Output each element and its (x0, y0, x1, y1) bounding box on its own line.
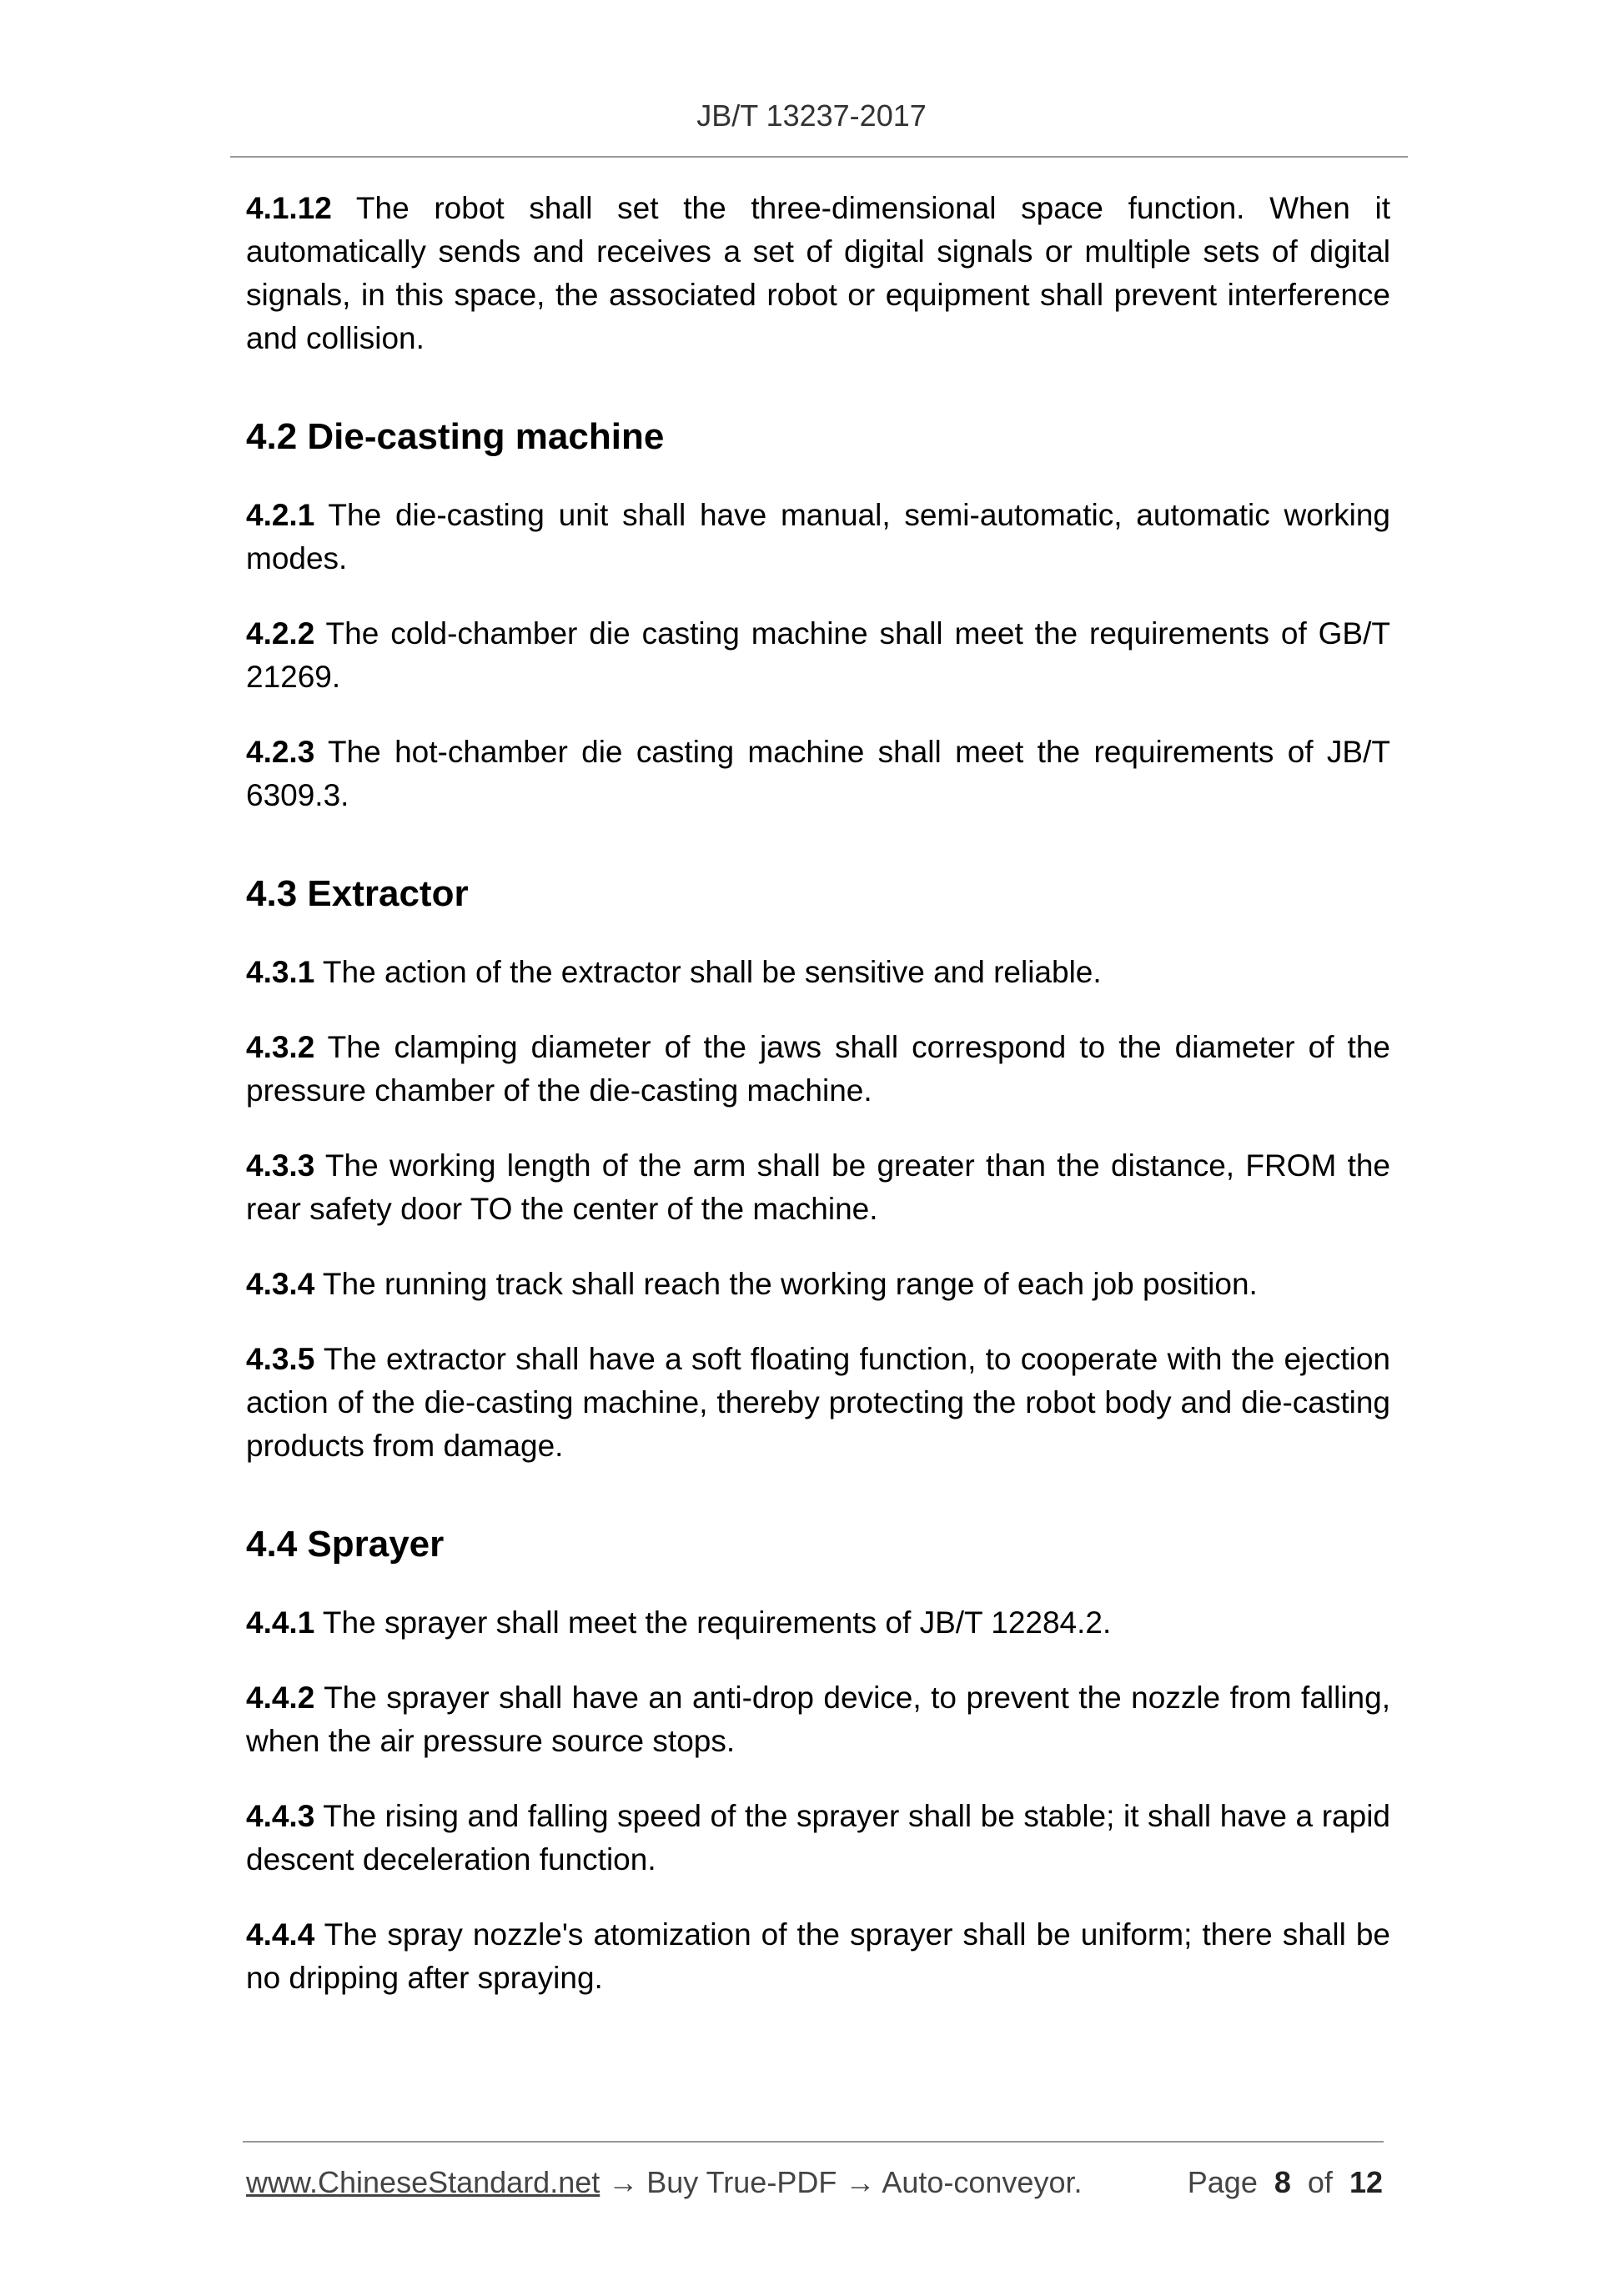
clause-number: 4.3.5 (246, 1342, 315, 1376)
clause-text: The clamping diameter of the jaws shall correspond to the diameter of the pressure chamber of the die-casting machine. (246, 1030, 1390, 1108)
section-heading: 4.3 Extractor (246, 873, 469, 914)
clause-text: The running track shall reach the working range of each job position. (314, 1267, 1258, 1301)
clause-paragraph (246, 951, 1390, 994)
page-of-label: of (1307, 2165, 1333, 2199)
clause-text: The working length of the arm shall be greater than the distance, FROM the rear safety door TO the center of the machine. (246, 1148, 1390, 1226)
section-heading: 4.2 Die-casting machine (246, 416, 665, 457)
clause-text: The sprayer shall meet the requirements of JB/T 12284.2. (314, 1605, 1112, 1640)
clause-paragraph (246, 612, 1390, 699)
page-footer (246, 2165, 1383, 2200)
clause-number: 4.4.1 (246, 1605, 315, 1640)
clause-paragraph (246, 1795, 1390, 1882)
clause-number: 4.4.4 (246, 1917, 315, 1952)
clause-number: 4.3.4 (246, 1267, 315, 1301)
page-label: Page (1187, 2165, 1258, 2199)
clause-text: The spray nozzle's atomization of the sprayer shall be uniform; there shall be no dripping after spraying. (246, 1917, 1390, 1995)
clause-text: The cold-chamber die casting machine shall meet the requirements of GB/T 21269. (246, 616, 1390, 694)
clause-paragraph (246, 1913, 1390, 2000)
clause-paragraph (246, 1144, 1390, 1231)
document-body (246, 187, 1390, 2032)
footer-divider (243, 2141, 1384, 2143)
clause-paragraph (246, 1338, 1390, 1468)
section-heading: 4.4 Sprayer (246, 1524, 445, 1565)
clause-paragraph (246, 1263, 1390, 1306)
clause-text: The extractor shall have a soft floating function, to cooperate with the ejection action of the die-casting machine, thereby protecting the robot body and die-casting products from damage. (246, 1342, 1390, 1463)
header-divider (230, 156, 1408, 158)
clause-number: 4.3.1 (246, 955, 315, 989)
clause-number: 4.2.1 (246, 498, 315, 532)
clause-text: The robot shall set the three-dimensional space function. When it automatically sends and receives a set of digital signals or multiple sets of digital signals, in this space, the associated robot or equipment shall prevent interference and collision. (246, 191, 1390, 355)
page-header: JB/T 13237-2017 (696, 98, 927, 133)
clause-paragraph (246, 494, 1390, 580)
clause-number: 4.2.2 (246, 616, 315, 651)
clause-paragraph (246, 1676, 1390, 1763)
clause-number: 4.3.2 (246, 1030, 315, 1064)
clause-number: 4.4.2 (246, 1681, 315, 1715)
page-indicator (1188, 2165, 1383, 2200)
clause-text: The die-casting unit shall have manual, semi-automatic, automatic working modes. (246, 498, 1390, 575)
page-number: 8 (1274, 2165, 1291, 2199)
page-total: 12 (1349, 2165, 1383, 2199)
clause-number: 4.3.3 (246, 1148, 315, 1183)
site-link[interactable]: www.ChineseStandard.net (246, 2165, 600, 2199)
clause-number: 4.2.3 (246, 735, 315, 769)
clause-number: 4.1.12 (246, 191, 332, 225)
clause-text: The action of the extractor shall be sensitive and reliable. (314, 955, 1102, 989)
clause-text: The rising and falling speed of the sprayer shall be stable; it shall have a rapid descent deceleration function. (246, 1799, 1390, 1876)
footer-breadcrumb: → Buy True-PDF → Auto-conveyor. (600, 2165, 1083, 2199)
clause-paragraph (246, 1026, 1390, 1113)
clause-number: 4.4.3 (246, 1799, 315, 1833)
clause-text: The hot-chamber die casting machine shall meet the requirements of JB/T 6309.3. (246, 735, 1390, 812)
clause-paragraph (246, 1601, 1390, 1645)
clause-text: The sprayer shall have an anti-drop device, to prevent the nozzle from falling, when the air pressure source stops. (246, 1681, 1390, 1758)
clause-paragraph (246, 187, 1390, 360)
clause-paragraph (246, 731, 1390, 817)
